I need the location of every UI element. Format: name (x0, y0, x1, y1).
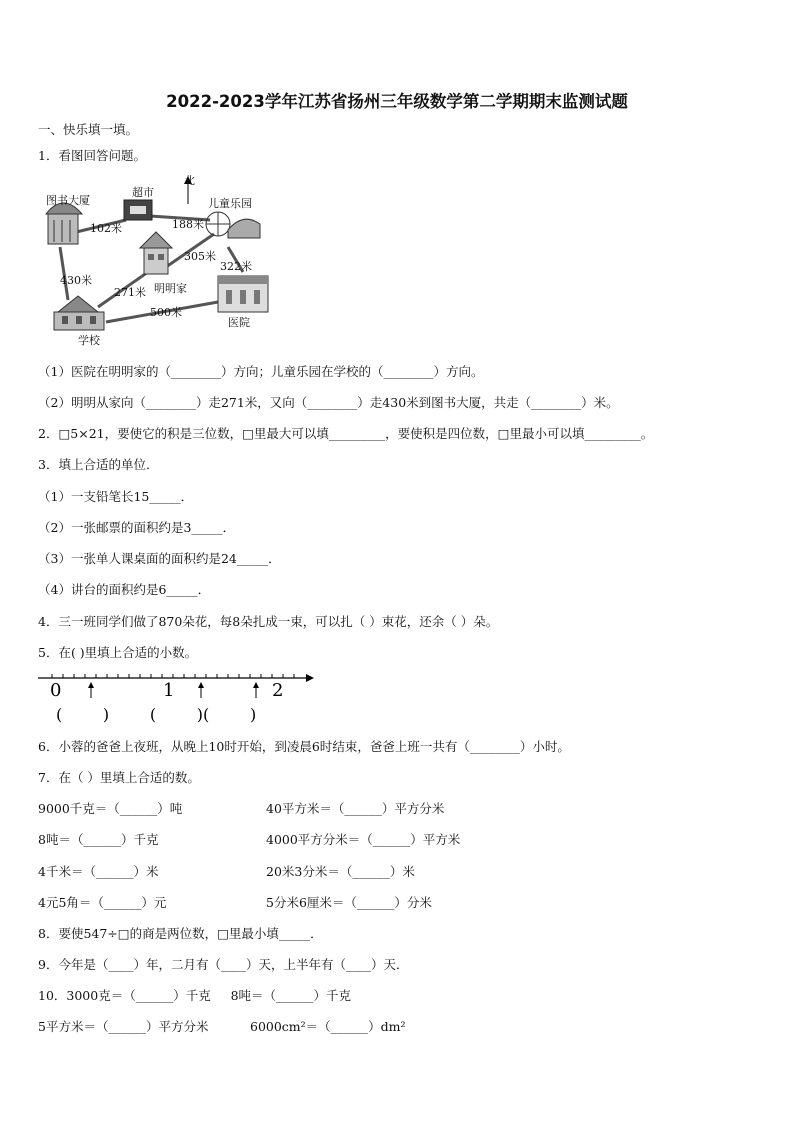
q3-stem: 3．填上合适的单位． (38, 457, 159, 472)
number-line-label-1: 1 (163, 680, 175, 701)
school-label: 学校 (78, 334, 100, 347)
distance-home-park: 305米 (184, 250, 216, 263)
number-line-label-0: 0 (50, 680, 62, 701)
q10-line2b: 6000cm²＝（______）dm² (250, 1019, 406, 1034)
q8-text: 8．要使547÷□的商是两位数，□里最小填_____． (38, 926, 323, 941)
q1-part1: （1）医院在明明家的（________）方向；儿童乐园在学校的（________）方向。 (38, 364, 484, 379)
q3-part3: （3）一张单人课桌面的面积约是24_____． (38, 551, 281, 566)
q7-left-3: 4千米＝（______）米 (38, 864, 159, 879)
home-label: 明明家 (154, 282, 187, 295)
q7-left-1: 9000千克＝（______）吨 (38, 801, 183, 816)
north-label: 北 (184, 174, 195, 187)
q2-text: 2．□5×21，要使它的积是三位数，□里最大可以填_________，要使积是四位数，□里最小可以填_________。 (38, 426, 654, 441)
number-line-figure (36, 670, 316, 730)
hospital-label: 医院 (228, 316, 250, 329)
q3-part4: （4）讲台的面积约是6_____． (38, 582, 211, 597)
q7-left-4: 4元5角＝（______）元 (38, 895, 167, 910)
distance-park-hospital: 322米 (220, 260, 252, 273)
q4-text: 4．三一班同学们做了870朵花，每8朵扎成一束，可以扎（ ）束花，还余（ ）朵。 (38, 614, 499, 629)
q1-part2: （2）明明从家向（________）走271米，又向（________）走430米到图书大厦，共走（________）米。 (38, 395, 619, 410)
distance-school-home: 271米 (114, 286, 146, 299)
q7-right-3: 20米3分米＝（______）米 (266, 864, 415, 879)
q6-text: 6．小蓉的爸爸上夜班，从晚上10时开始，到凌晨6时结束，爸爸上班一共有（________）小时。 (38, 739, 570, 754)
supermarket-building-icon (124, 200, 152, 220)
supermarket-label: 超市 (132, 186, 154, 199)
section-heading: 一、快乐填一填。 (38, 122, 139, 137)
q10-line2a: 5平方米＝（______）平方分米 (38, 1019, 209, 1034)
q10-line1: 10．3000克＝（______）千克 8吨＝（______）千克 (38, 988, 352, 1003)
q9-text: 9．今年是（____）年，二月有（____）天，上半年有（____）天． (38, 957, 409, 972)
number-line-arrowhead (306, 674, 314, 682)
distance-library-school: 430米 (60, 274, 92, 287)
up-arrow-icon (198, 682, 204, 698)
q7-right-2: 4000平方分米＝（______）平方米 (266, 832, 461, 847)
library-building-icon (46, 203, 82, 244)
number-line-blanks: ( ) ( )( ) (56, 705, 257, 724)
school-building-icon (54, 296, 104, 330)
q3-part2: （2）一张邮票的面积约是3_____． (38, 520, 236, 535)
home-house-icon (140, 232, 172, 274)
up-arrow-icon (253, 682, 259, 698)
q7-right-4: 5分米6厘米＝（______）分米 (266, 895, 432, 910)
distance-library-supermarket: 102米 (90, 222, 122, 235)
route-map-figure (38, 172, 278, 350)
page-title: 2022-2023学年江苏省扬州三年级数学第二学期期末监测试题 (166, 92, 628, 111)
q5-stem: 5．在( )里填上合适的小数。 (38, 645, 198, 660)
park-ferris-wheel-icon (206, 212, 260, 238)
q1-stem: 1．看图回答问题。 (38, 148, 146, 163)
park-label: 儿童乐园 (208, 197, 252, 210)
up-arrow-icon (88, 682, 94, 698)
q7-stem: 7．在（ ）里填上合适的数。 (38, 770, 200, 785)
q3-part1: （1）一支铅笔长15_____． (38, 489, 194, 504)
number-line-label-2: 2 (272, 680, 284, 701)
distance-supermarket-park: 188米 (172, 218, 204, 231)
q7-left-2: 8吨＝（______）千克 (38, 832, 159, 847)
q7-right-1: 40平方米＝（______）平方分米 (266, 801, 445, 816)
distance-school-hospital: 500米 (150, 306, 182, 319)
library-label: 图书大厦 (46, 194, 90, 207)
hospital-building-icon (218, 276, 268, 312)
